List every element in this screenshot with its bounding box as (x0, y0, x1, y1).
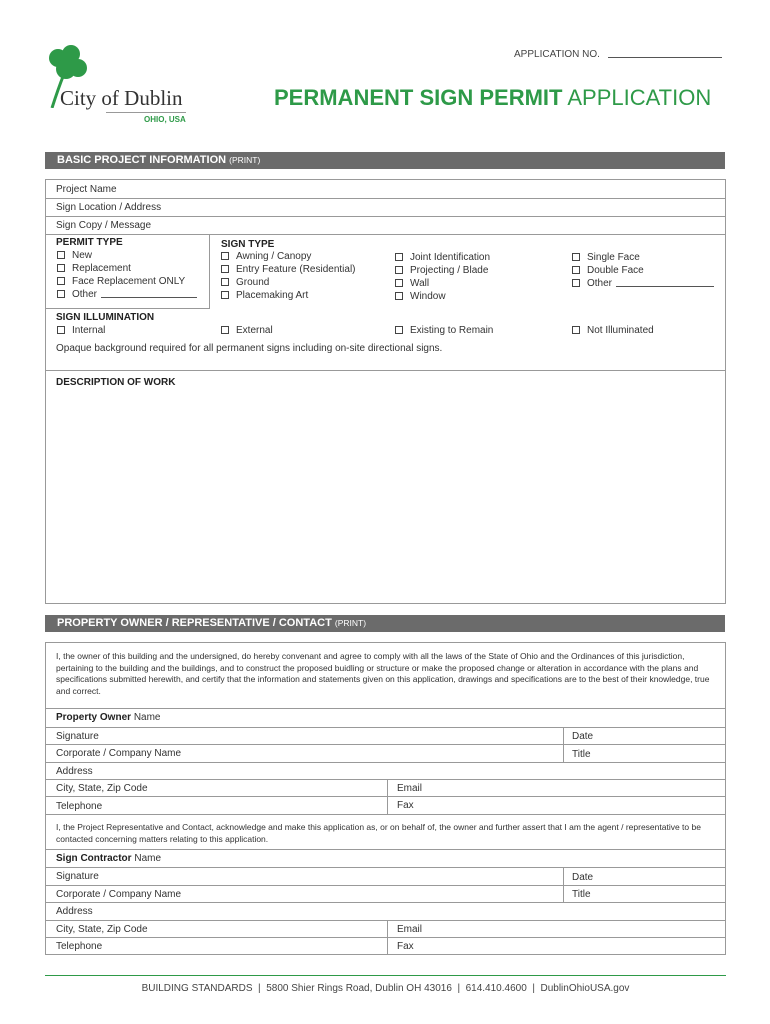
illumination-heading: SIGN ILLUMINATION (56, 312, 155, 323)
application-number-field[interactable] (514, 44, 722, 62)
checkbox-icon[interactable] (395, 326, 403, 334)
owner-statement: I, the owner of this building and the undersigned, do hereby convenant and agree to comply with all the laws of the State of Ohio and the Ordinances of this jurisdiction, pertaining to the building and the buildings, and to construct the proposed buidling or structure or make the proposed change or alteration in accordance with the plans and specifications submitted herewith, and certify that the information and statements given on this application, drawings and specifications are to the best of their knowledge, true and correct. (56, 651, 710, 696)
owner-email-field[interactable]: Email (397, 783, 423, 794)
checkbox-icon[interactable] (572, 326, 580, 334)
owner-telephone-field[interactable]: Telephone (56, 801, 103, 812)
checkbox-icon[interactable] (395, 279, 403, 287)
checkbox-icon[interactable] (572, 266, 580, 274)
owner-city-field[interactable]: City, State, Zip Code (56, 783, 148, 794)
logo-text: City of Dublin (60, 86, 183, 110)
owner-address-field[interactable]: Address (56, 766, 93, 777)
sign-type-heading: SIGN TYPE (221, 239, 275, 250)
contractor-date-field[interactable]: Date (572, 872, 594, 883)
owner-heading: PROPERTY OWNER / REPRESENTATIVE / CONTACT (PRINT) (45, 615, 725, 632)
checkbox-icon[interactable] (221, 291, 229, 299)
checkbox-icon[interactable] (57, 326, 65, 334)
sign-other-line[interactable] (616, 286, 714, 287)
owner-date-field[interactable]: Date (572, 731, 594, 742)
description-heading: DESCRIPTION OF WORK (56, 377, 176, 388)
permit-new-checkbox[interactable]: New (57, 250, 92, 261)
checkbox-icon[interactable] (221, 265, 229, 273)
sign-copy-field[interactable]: Sign Copy / Message (56, 220, 152, 231)
contractor-fax-field[interactable]: Fax (397, 941, 414, 952)
contractor-telephone-field[interactable]: Telephone (56, 941, 103, 952)
checkbox-icon[interactable] (221, 326, 229, 334)
checkbox-icon[interactable] (572, 253, 580, 261)
checkbox-icon[interactable] (221, 252, 229, 260)
sign-ground-checkbox[interactable]: Ground (221, 277, 269, 288)
owner-title-field[interactable]: Title (572, 749, 591, 760)
sign-double-face-checkbox[interactable]: Double Face (572, 265, 644, 276)
description-field[interactable] (46, 390, 725, 603)
contractor-city-field[interactable]: City, State, Zip Code (56, 924, 148, 935)
permit-replacement-checkbox[interactable]: Replacement (57, 263, 131, 274)
sign-wall-checkbox[interactable]: Wall (395, 278, 429, 289)
checkbox-icon[interactable] (395, 292, 403, 300)
contractor-company-field[interactable]: Corporate / Company Name (56, 889, 182, 900)
sign-placemaking-checkbox[interactable]: Placemaking Art (221, 290, 308, 301)
sign-projecting-checkbox[interactable]: Projecting / Blade (395, 265, 488, 276)
checkbox-icon[interactable] (57, 251, 65, 259)
owner-signature-field[interactable]: Signature (56, 731, 99, 742)
sign-window-checkbox[interactable]: Window (395, 291, 446, 302)
page-title (274, 85, 711, 111)
illumination-existing-checkbox[interactable]: Existing to Remain (395, 325, 493, 336)
page-title-bold: PERMANENT SIGN PERMIT (274, 85, 563, 110)
owner-company-field[interactable]: Corporate / Company Name (56, 748, 182, 759)
sign-single-face-checkbox[interactable]: Single Face (572, 252, 640, 263)
page-title-light: APPLICATION (567, 85, 712, 110)
illumination-none-checkbox[interactable]: Not Illuminated (572, 325, 654, 336)
representative-statement: I, the Project Representative and Contact, acknowledge and make this application as, or on behalf of, the owner and further assert that I am the agent / representative to be contacted concerning matters relating to this application. (56, 822, 701, 844)
checkbox-icon[interactable] (57, 264, 65, 272)
basic-info-heading: BASIC PROJECT INFORMATION (PRINT) (45, 152, 725, 169)
contractor-email-field[interactable]: Email (397, 924, 423, 935)
sign-location-field[interactable]: Sign Location / Address (56, 202, 162, 213)
sign-entry-feature-checkbox[interactable]: Entry Feature (Residential) (221, 264, 356, 275)
checkbox-icon[interactable] (221, 278, 229, 286)
footer-divider (45, 975, 726, 976)
contractor-signature-field[interactable]: Signature (56, 871, 99, 882)
contractor-title-field[interactable]: Title (572, 889, 591, 900)
sign-joint-id-checkbox[interactable]: Joint Identification (395, 252, 490, 263)
checkbox-icon[interactable] (57, 290, 65, 298)
application-number-label: APPLICATION NO. (514, 49, 600, 60)
city-logo (44, 44, 194, 129)
checkbox-icon[interactable] (572, 279, 580, 287)
logo-subtext: OHIO, USA (144, 115, 186, 124)
footer-text: BUILDING STANDARDS | 5800 Shier Rings Road, Dublin OH 43016 | 614.410.4600 | DublinOhioUSA.gov (141, 983, 630, 994)
logo-divider (106, 112, 186, 113)
permit-face-replacement-checkbox[interactable]: Face Replacement ONLY (57, 276, 185, 287)
application-number-line[interactable] (608, 57, 722, 58)
opaque-note: Opaque background required for all permanent signs including on-site directional signs. (56, 343, 443, 354)
sign-awning-checkbox[interactable]: Awning / Canopy (221, 251, 311, 262)
sign-contractor-name-field[interactable]: Sign Contractor Name (56, 853, 162, 864)
illumination-internal-checkbox[interactable]: Internal (57, 325, 105, 336)
illumination-external-checkbox[interactable]: External (221, 325, 273, 336)
owner-fax-field[interactable]: Fax (397, 800, 414, 811)
checkbox-icon[interactable] (57, 277, 65, 285)
contractor-address-field[interactable]: Address (56, 906, 93, 917)
permit-other-line[interactable] (101, 297, 197, 298)
sign-other-checkbox[interactable]: Other (572, 278, 714, 289)
permit-type-heading: PERMIT TYPE (56, 237, 123, 248)
permit-other-checkbox[interactable]: Other (57, 289, 197, 300)
property-owner-name-field[interactable]: Property Owner Name (56, 712, 161, 723)
checkbox-icon[interactable] (395, 253, 403, 261)
project-name-field[interactable]: Project Name (56, 184, 117, 195)
checkbox-icon[interactable] (395, 266, 403, 274)
